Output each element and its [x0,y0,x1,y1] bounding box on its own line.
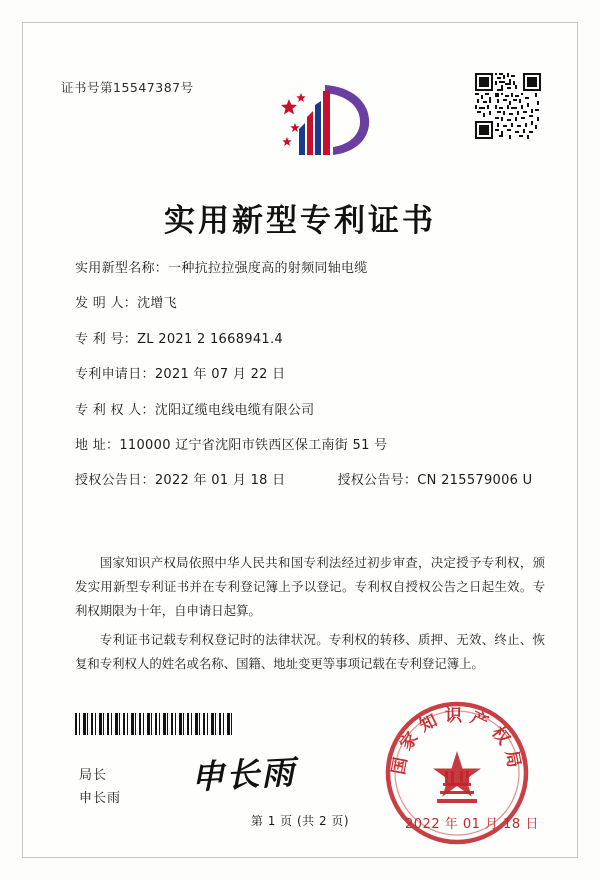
certificate-content [23,23,577,857]
legal-paragraph-1: 国家知识产权局依照中华人民共和国专利法经过初步审查，决定授予专利权，颁发实用新型专利证书并在专利登记簿上予以登记。专利权自授权公告之日起生效。专利权期限为十年，自申请日起算。 [75,555,545,619]
field-label-patent-number: 专 利 号： [75,331,138,347]
field-value-patent-number: ZL 2021 2 1668941.4 [137,331,283,347]
barcode-icon [75,713,235,735]
cnipa-logo-icon [271,81,375,161]
certificate-serial-number: 证书号第15547387号 [61,80,194,95]
field-value-name: 一种抗拉拉强度高的射频同轴电缆 [168,261,368,276]
field-value-inventor: 沈增飞 [137,296,177,312]
field-value-patentee: 沈阳辽缆电线电缆有限公司 [154,402,315,418]
seal-date: 2022 年 01 月 18 日 [405,817,539,832]
field-row-patent-number [75,332,545,349]
field-row-inventor [75,296,545,313]
field-value-application-date: 2021 年 07 月 22 日 [154,367,286,383]
legal-text-block [75,551,545,680]
field-row-application-date [75,367,545,384]
field-value-grant-date: 2022 年 01 月 18 日 [154,473,286,489]
handwritten-signature: 申长雨 [190,752,298,797]
field-row-address [75,438,545,455]
field-row-grant [75,473,545,490]
certificate-fields [75,261,545,509]
field-label-grant-date: 授权公告日： [75,473,155,489]
field-value-address: 110000 辽宁省沈阳市铁西区保工南街 51 号 [119,437,388,453]
field-label-patentee: 专 利 权 人： [75,402,155,418]
field-label-grant-number: 授权公告号： [337,473,418,489]
document-title: 实用新型专利证书 [164,203,436,239]
signature-name: 申长雨 [79,790,122,806]
field-row-name [75,261,545,278]
field-value-grant-number: CN 215579006 U [417,473,533,489]
legal-paragraph-2: 专利证书记载专利权登记时的法律状况。专利权的转移、质押、无效、终止、恢复和专利权人的姓名或名称、国籍、地址变更等事项记载在专利登记簿上。 [75,631,545,671]
field-label-application-date: 专利申请日： [75,367,155,383]
signature-block [79,765,121,811]
certificate-border [22,22,578,858]
page-footer: 第 1 页 (共 2 页) [250,814,350,828]
field-label-address: 地 址： [75,437,120,453]
signature-title: 局长 [79,768,108,783]
field-row-patentee [75,403,545,420]
qr-code-icon [475,73,541,139]
field-label-name: 实用新型名称： [75,261,169,276]
svg-text:国家知识产权局: 国家知识产权局 [388,706,526,777]
field-label-inventor: 发 明 人： [75,296,138,312]
